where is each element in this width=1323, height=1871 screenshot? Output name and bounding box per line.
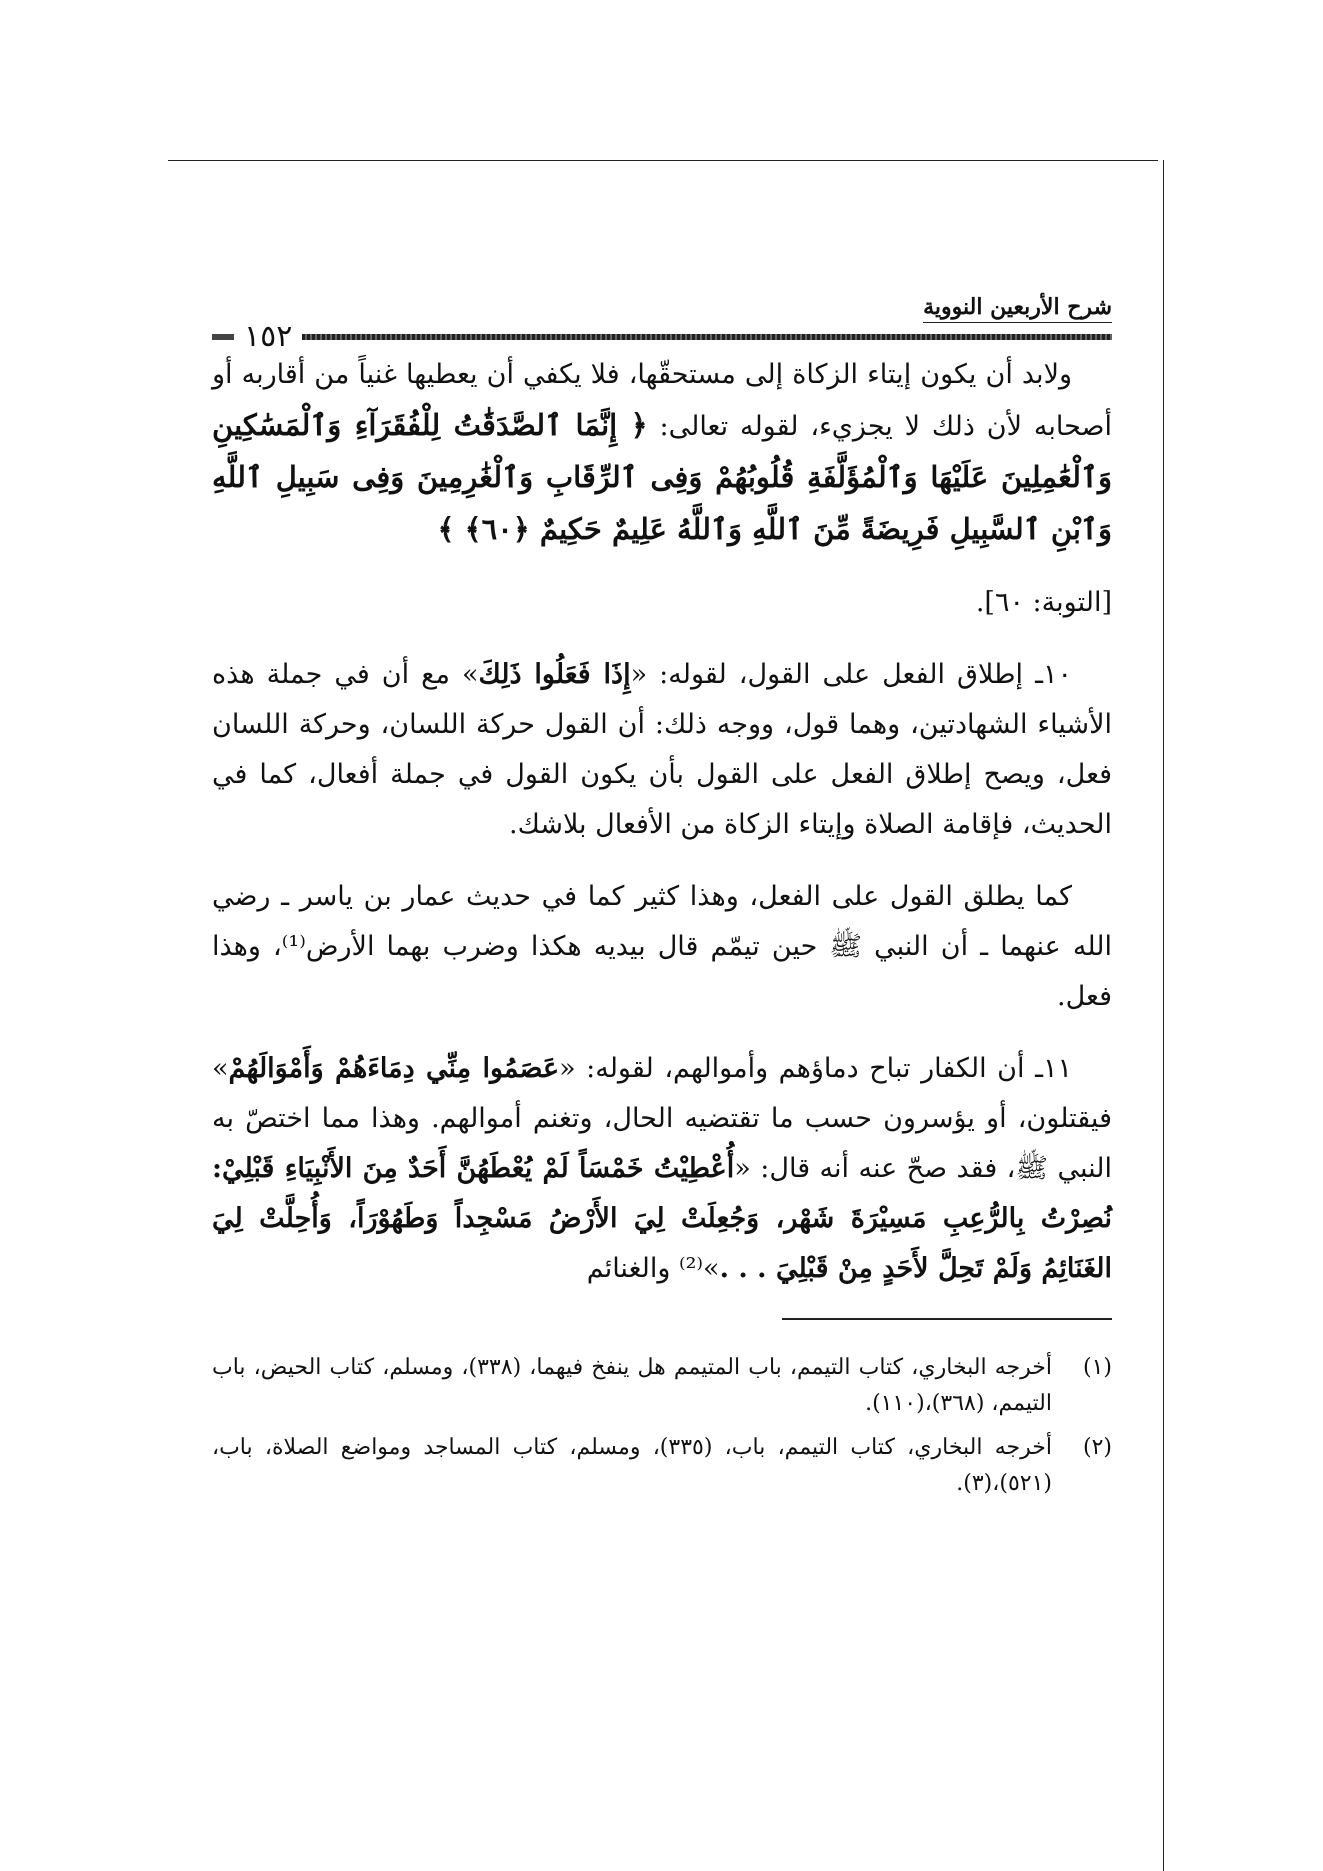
point-11-tail: »⁽²⁾ والغنائم (586, 1253, 720, 1284)
point-11-text: » فيقتلون، أو يؤسرون حسب ما تقتضيه الحال، وتغنم أموالهم. وهذا مما اختصّ به النبي ﷺ، فقد صحّ عنه أنه قال: « (212, 1053, 1112, 1184)
footnote-1 (212, 1350, 1112, 1422)
point-10-intro: ١٠ـ إطلاق الفعل على القول، لقوله: « (630, 659, 1072, 690)
header-rule (212, 334, 1112, 340)
hadith-quote-2: عَصَمُوا مِنِّي دِمَاءَهُمْ وَأَمْوَالَهُمْ (228, 1053, 560, 1084)
crop-mark-top (168, 160, 1158, 161)
footnote-2 (212, 1430, 1112, 1502)
paragraph-zakat (212, 350, 1112, 556)
hadith-quote-3: أُعْطِيْتُ خَمْسَاً لَمْ يُعْطَهُنَّ أَحَدٌ مِنَ الأَنْبِيَاءِ قَبْلِيْ: نُصِرْتُ بِالرُّعِبِ مَسِيْرَةَ شَهْر، وَجُعِلَتْ لِيَ الأَرْضُ مَسْجِداً وَطَهُوْرَاً، وَأُحِلَّتْ لِيَ الغَنَائِمُ وَلَمْ تَحِلَّ لأَحَدٍ مِنْ قَبْلِيَ . . . (212, 1153, 1112, 1284)
running-header (212, 290, 1112, 354)
quran-verse: ﴿ إِنَّمَا ٱلصَّدَقَٰتُ لِلْفُقَرَآءِ وَٱلْمَسَٰكِينِ وَٱلْعَٰمِلِينَ عَلَيْهَا وَٱلْمُؤَلَّفَةِ قُلُوبُهُمْ وَفِى ٱلرِّقَابِ وَٱلْغَٰرِمِينَ وَفِى سَبِيلِ ٱللَّهِ وَٱبْنِ ٱلسَّبِيلِ فَرِيضَةً مِّنَ ٱللَّهِ وَٱللَّهُ عَلِيمٌ حَكِيمٌ ﴿٦٠﴾ ﴾ (212, 408, 1112, 546)
footnote-1-mark: (١) (1082, 1355, 1112, 1380)
paragraph-zakat-text: ولابد أن يكون إيتاء الزكاة إلى مستحقّها، فلا يكفي أن يعطيها غنياً من أقاربه أو أصحابه لأن ذلك لا يجزيء، لقوله تعالى: (212, 359, 1112, 442)
footnote-2-text: أخرجه البخاري، كتاب التيمم، باب، (٣٣٥)، ومسلم، كتاب المساجد ومواضع الصلاة، باب، (٥٢١)،(٣). (212, 1435, 1052, 1496)
running-title: شرح الأربعين النووية (923, 294, 1112, 323)
paragraph-point-10 (212, 650, 1112, 850)
paragraph-ammar: كما يطلق القول على الفعل، وهذا كثير كما في حديث عمار بن ياسر ـ رضي الله عنهما ـ أن النبي ﷺ حين تيمّم قال بيديه هكذا وضرب بهما الأرض⁽¹⁾، وهذا فعل. (212, 881, 1112, 1012)
footnote-2-mark: (٢) (1082, 1435, 1112, 1460)
hadith-quote-1: إِذَا فَعَلُوا ذَلِكَ (478, 659, 631, 690)
footnotes (212, 1350, 1112, 1502)
paragraph-point-11 (212, 1044, 1112, 1294)
main-text (212, 350, 1112, 1294)
crop-mark-right (1163, 160, 1164, 1871)
point-11-intro: ١١ـ أن الكفار تباح دماؤهم وأموالهم، لقوله: « (559, 1053, 1072, 1084)
header-rule-end (212, 334, 234, 340)
footnote-separator (782, 1318, 1112, 1320)
book-page (212, 290, 1112, 1510)
page-number: ١٥٢ (234, 320, 302, 354)
point-10-text: » مع أن في جملة هذه الأشياء الشهادتين، وهما قول، ووجه ذلك: أن القول حركة اللسان، وحركة اللسان فعل، ويصح إطلاق الفعل على القول بأن يكون القول في جملة أفعال، كما في الحديث، فإقامة الصلاة وإيتاء الزكاة من الأفعال بلاشك. (212, 659, 1112, 840)
footnote-1-text: أخرجه البخاري، كتاب التيمم، باب المتيمم هل ينفخ فيهما، (٣٣٨)، ومسلم، كتاب الحيض، باب التيمم، (٣٦٨)،(١١٠). (212, 1355, 1052, 1416)
verse-reference: [التوبة: ٦٠]. (975, 587, 1112, 618)
